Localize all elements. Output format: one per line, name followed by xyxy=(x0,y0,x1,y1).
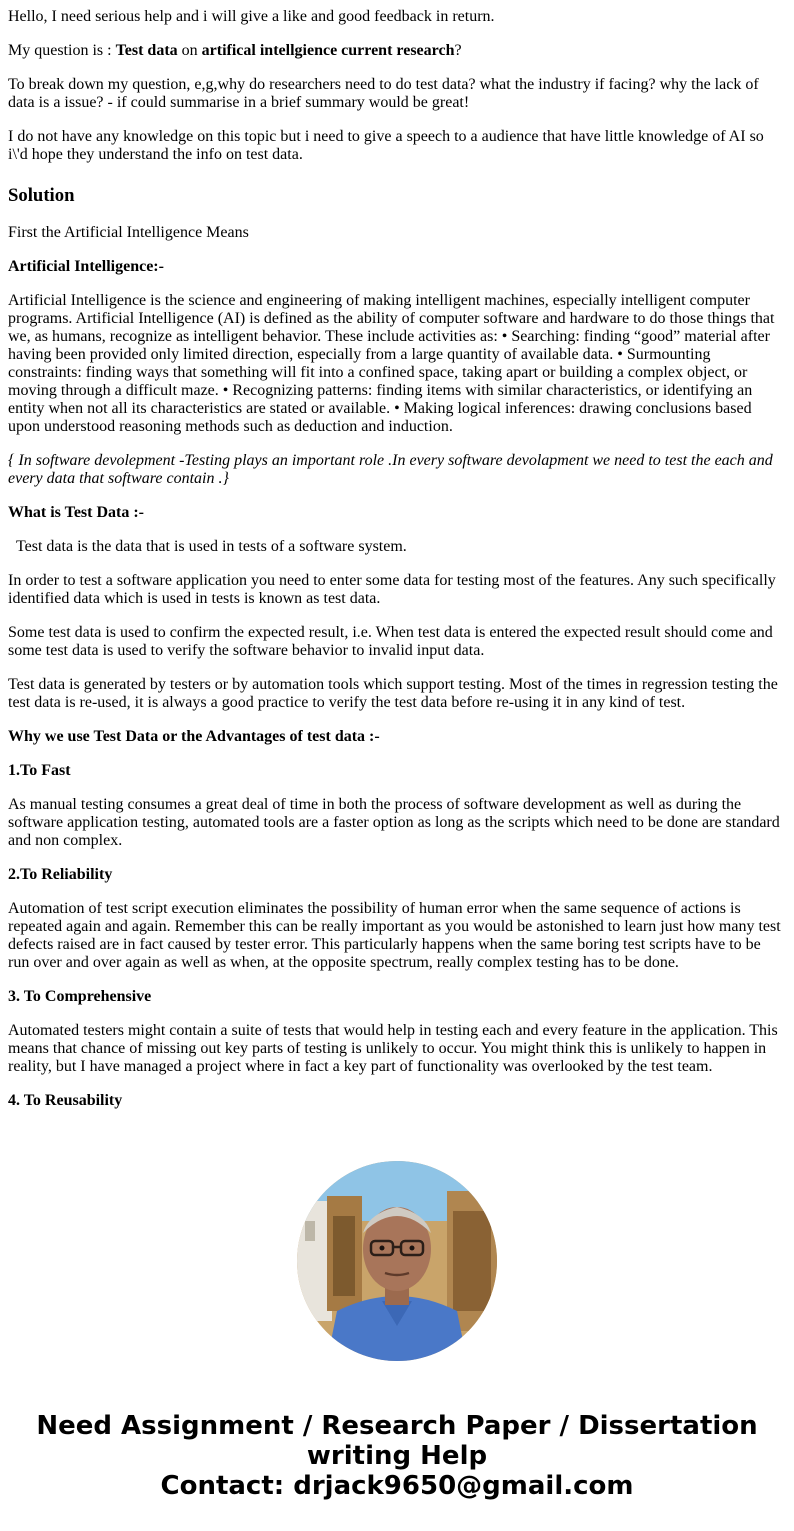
ai-heading: Artificial Intelligence:- xyxy=(8,258,164,275)
test-data-definition: Test data is the data that is used in tests of a software system. xyxy=(16,538,407,555)
question-line xyxy=(8,42,786,60)
solution-first-line: First the Artificial Intelligence Means xyxy=(8,224,249,241)
author-avatar xyxy=(297,1161,497,1361)
test-data-para-2: Some test data is used to confirm the expected result, i.e. When test data is entered the expected result should come and some test data is used to verify the software behavior to invalid input data. xyxy=(8,624,773,659)
banner-contact: Contact: drjack9650@gmail.com xyxy=(160,1471,634,1501)
advantages-heading: Why we use Test Data or the Advantages of test data :- xyxy=(8,728,380,745)
advantage-3-text: Automated testers might contain a suite of tests that would help in testing each and every feature in the application. This means that chance of missing out key parts of testing is unlikely to occur. You might think this is unlikely to happen in reality, but I have managed a project where in fact a key part of functionality was overlooked by the test team. xyxy=(8,1022,778,1075)
author-portrait xyxy=(297,1161,497,1361)
test-data-para-3: Test data is generated by testers or by automation tools which support testing. Most of the times in regression testing the test data is re-used, it is always a good practice to verify the test data before re-using it in any kind of test. xyxy=(8,676,778,711)
question-topic-2: artifical intellgience current research xyxy=(201,42,455,59)
advantage-1-text: As manual testing consumes a great deal of time in both the process of software development as well as during the software application testing, automated tools are a faster option as long as the scripts which need to be done are standard and non complex. xyxy=(8,796,780,849)
question-mid: on xyxy=(177,42,202,59)
advantage-4-title: 4. To Reusability xyxy=(8,1092,123,1109)
question-suffix: ? xyxy=(454,42,462,59)
question-breakdown: To break down my question, e,g,why do researchers need to do test data? what the industry if facing? why the lack of data is a issue? - if could summarise in a brief summary would be great! xyxy=(8,76,759,111)
italic-note: { In software devolepment -Testing plays an important role .In every software devolapment we need to test the each and every data that software contain .} xyxy=(8,452,773,487)
test-data-heading: What is Test Data :- xyxy=(8,504,145,521)
banner-line-2: writing Help xyxy=(306,1441,488,1471)
banner-line-1: Need Assignment / Research Paper / Dissertation xyxy=(36,1411,758,1441)
question-context: I do not have any knowledge on this topic but i need to give a speech to a audience that have little knowledge of AI so i\'d hope they understand the info on test data. xyxy=(8,128,764,163)
question-prefix: My question is : xyxy=(8,42,116,59)
question-topic-1: Test data xyxy=(115,42,178,59)
contact-banner xyxy=(0,1411,794,1501)
advantage-2-title: 2.To Reliability xyxy=(8,866,113,883)
advantage-3-title: 3. To Comprehensive xyxy=(8,988,152,1005)
document-body xyxy=(0,8,794,1110)
advantage-2-text: Automation of test script execution eliminates the possibility of human error when the same sequence of actions is repeated again and again. Remember this can be really important as you would be astonished to learn just how many test defects raised are in fact caused by tester error. This particularly happens when the same boring test scripts have to be run over and over again as well as when, at the opposite spectrum, really complex testing has to be done. xyxy=(8,900,781,971)
ai-text: Artificial Intelligence is the science and engineering of making intelligent machines, especially intelligent computer programs. Artificial Intelligence (AI) is defined as the ability of computer software and hardware to do those things that we, as humans, recognize as intelligent behavior. These include activities as: • Searching: finding “good” material after having been provided only limited direction, especially from a large quantity of available data. • Surmounting constraints: finding ways that something will fit into a confined space, taking apart or building a complex object, or moving through a difficult maze. • Recognizing patterns: finding items with similar characteristics, or identifying an entity when not all its characteristics are stated or available. • Making logical inferences: drawing conclusions based upon understood reasoning methods such as deduction and induction. xyxy=(8,292,775,435)
solution-heading: Solution xyxy=(8,185,75,206)
test-data-para-1: In order to test a software application you need to enter some data for testing most of the features. Any such specifically identified data which is used in tests is known as test data. xyxy=(8,572,776,607)
advantage-1-title: 1.To Fast xyxy=(8,762,71,779)
question-intro: Hello, I need serious help and i will give a like and good feedback in return. xyxy=(8,8,495,25)
